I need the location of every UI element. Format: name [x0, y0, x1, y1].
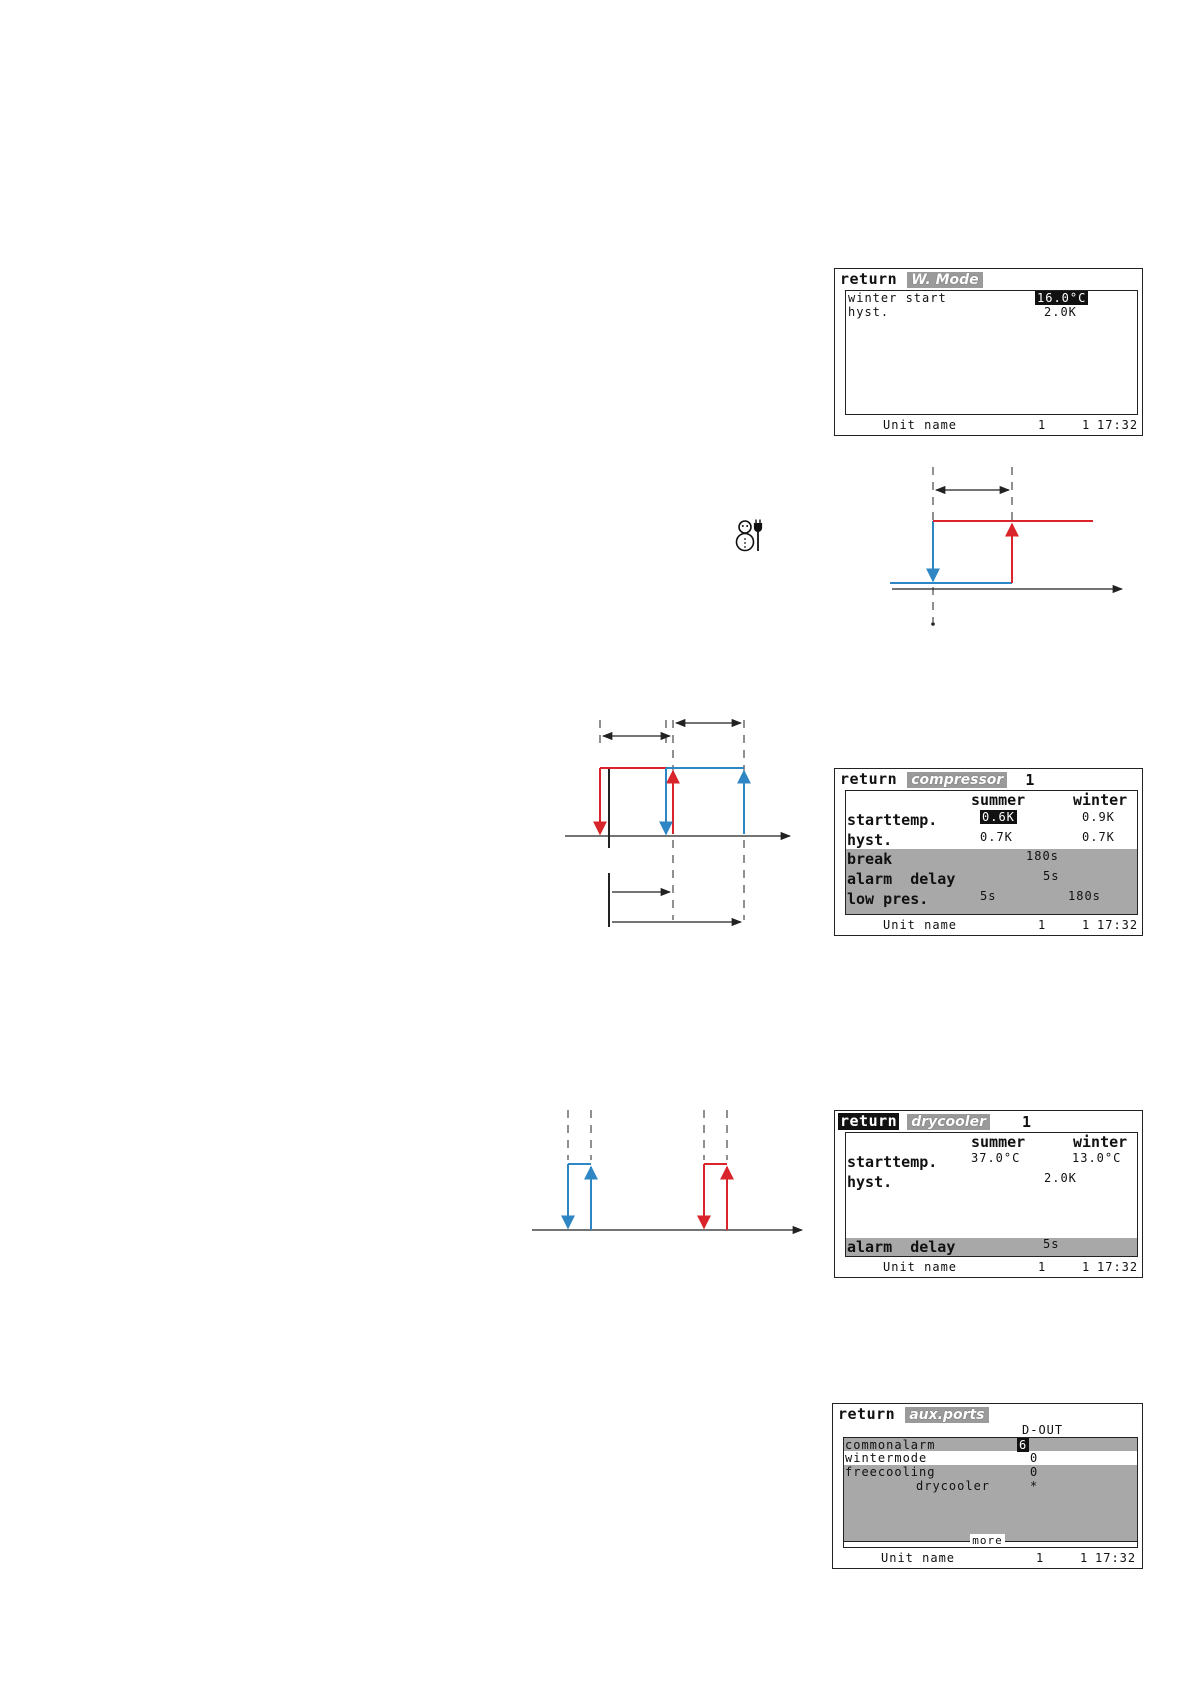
unit-name: Unit name [883, 918, 958, 932]
setting-value[interactable]: 2.0K [1044, 305, 1077, 319]
column-dout: D-OUT [1022, 1423, 1064, 1437]
menu-title: aux.ports [905, 1407, 988, 1423]
compressor-hysteresis-diagram [560, 715, 800, 935]
lcd-screen-winter-mode [834, 268, 1143, 436]
clock-time: 17:32 [1097, 918, 1139, 932]
setting-value-selected[interactable]: 0.6K [982, 810, 1015, 824]
lcd-screen-drycooler [834, 1110, 1143, 1278]
setting-value[interactable]: 2.0K [1044, 1171, 1077, 1185]
setting-value: 5s [1043, 869, 1060, 883]
setting-value[interactable]: 13.0°C [1072, 1151, 1122, 1165]
setting-row [846, 829, 1137, 849]
status-footer [835, 918, 1142, 932]
setting-label: winter start [848, 291, 947, 305]
status-footer [835, 418, 1142, 432]
unit-name: Unit name [883, 1260, 958, 1274]
clock-time: 17:32 [1095, 1551, 1137, 1565]
port-label: commonalarm [845, 1438, 936, 1452]
menu-title: compressor [907, 772, 1007, 788]
setting-value: 180s [1026, 849, 1059, 863]
port-label: wintermode [845, 1451, 928, 1465]
setting-value[interactable]: 0.9K [1082, 810, 1115, 824]
status-footer [833, 1551, 1142, 1565]
winter-mode-hysteresis-diagram [880, 462, 1130, 632]
setting-value[interactable]: 0.7K [1082, 830, 1115, 844]
more-indicator[interactable]: more [972, 1534, 1003, 1547]
column-winter: winter [1073, 791, 1128, 809]
drycooler-hysteresis-diagram [530, 1105, 810, 1245]
port-value-selected[interactable]: 6 [1019, 1438, 1028, 1452]
setting-label: starttemp. [847, 811, 938, 829]
footer-number: 1 [1080, 1551, 1089, 1565]
snowman-plug-icon [733, 518, 769, 554]
settings-panel [845, 1132, 1138, 1257]
footer-number: 1 [1038, 1260, 1047, 1274]
return-button[interactable]: return [838, 1405, 896, 1423]
compressor-number: 1 [1025, 770, 1035, 789]
setting-value-selected[interactable]: 16.0°C [1037, 291, 1087, 305]
lcd-screen-aux-ports [832, 1403, 1143, 1569]
drycooler-number: 1 [1021, 1112, 1032, 1131]
port-value[interactable]: 0 [1030, 1451, 1039, 1465]
setting-label: break [847, 850, 893, 868]
ports-panel [843, 1437, 1138, 1542]
port-label: freecooling [845, 1465, 936, 1479]
port-value[interactable]: 0 [1030, 1465, 1039, 1479]
settings-panel [845, 790, 1138, 915]
setting-label: alarm delay [847, 1238, 956, 1256]
footer-number: 1 [1038, 418, 1047, 432]
unit-name: Unit name [881, 1551, 956, 1565]
clock-time: 17:32 [1097, 1260, 1139, 1274]
column-summer: summer [971, 791, 1026, 809]
column-summer: summer [971, 1133, 1026, 1151]
menu-title: W. Mode [907, 272, 982, 288]
clock-time: 17:32 [1097, 418, 1139, 432]
setting-value: 5s [1043, 1237, 1060, 1251]
column-winter: winter [1073, 1133, 1128, 1151]
footer-number: 1 [1036, 1551, 1045, 1565]
unit-name: Unit name [883, 418, 958, 432]
setting-row [846, 1171, 1137, 1191]
setting-label: alarm delay [847, 870, 956, 888]
setting-label: low pres. [847, 890, 929, 908]
footer-number: 1 [1082, 418, 1091, 432]
footer-number: 1 [1038, 918, 1047, 932]
setting-row [846, 809, 1137, 829]
setting-row [846, 1151, 1137, 1171]
footer-number: 1 [1082, 918, 1091, 932]
menu-title: drycooler [907, 1114, 990, 1130]
status-footer [835, 1260, 1142, 1274]
setting-label: hyst. [848, 305, 890, 319]
setting-value: 180s [1068, 889, 1101, 903]
disabled-settings-block [846, 1238, 1137, 1256]
setting-label: hyst. [847, 831, 893, 849]
return-button[interactable]: return [840, 1112, 898, 1130]
setting-value: 5s [980, 889, 997, 903]
return-button[interactable]: return [840, 770, 898, 788]
port-label: drycooler [916, 1479, 991, 1493]
setting-label: hyst. [847, 1173, 893, 1191]
lcd-screen-compressor [834, 768, 1143, 936]
port-value[interactable]: * [1030, 1479, 1039, 1493]
footer-number: 1 [1082, 1260, 1091, 1274]
disabled-settings-block [846, 849, 1137, 914]
return-button[interactable]: return [840, 270, 898, 288]
setting-value[interactable]: 0.7K [980, 830, 1013, 844]
setting-value[interactable]: 37.0°C [971, 1151, 1021, 1165]
settings-panel [845, 290, 1138, 415]
setting-label: starttemp. [847, 1153, 938, 1171]
